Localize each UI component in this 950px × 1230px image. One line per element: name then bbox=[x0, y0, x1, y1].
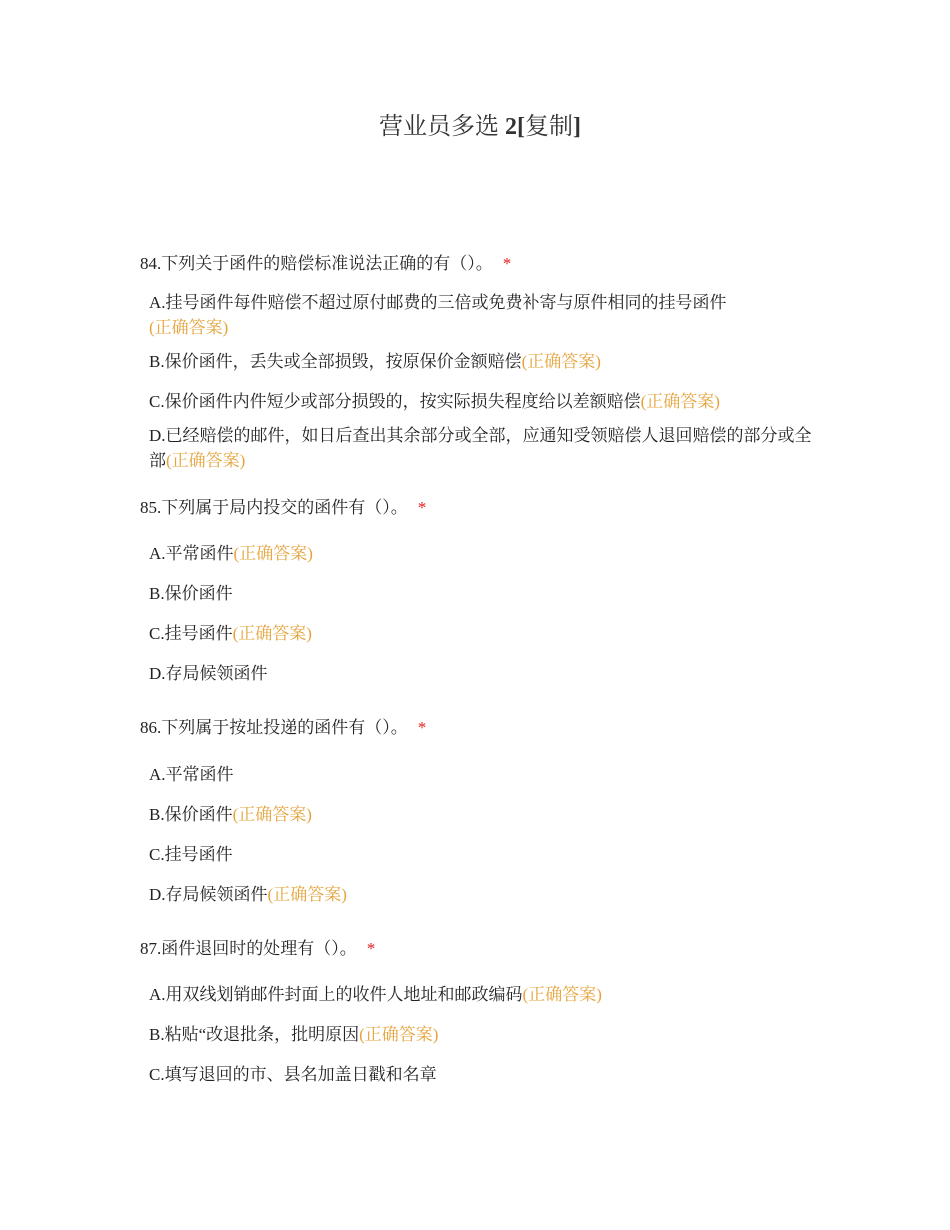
correct-answer-label: (正确答案) bbox=[149, 318, 229, 337]
required-mark: * bbox=[417, 498, 427, 517]
option-item: B.保价函件 bbox=[149, 584, 233, 603]
question-title: 85.下列属于局内投交的函件有（）。 * bbox=[140, 498, 427, 517]
question-87 bbox=[140, 937, 820, 961]
correct-answer-label: (正确答案) bbox=[267, 885, 347, 904]
option-item: B.保价函件(正确答案) bbox=[149, 805, 312, 824]
correct-answer-label: (正确答案) bbox=[232, 624, 312, 643]
required-mark: * bbox=[502, 254, 512, 273]
option-item: C.保价函件内件短少或部分损毁的，按实际损失程度给以差额赔偿(正确答案) bbox=[149, 392, 720, 411]
option-item: C.挂号函件 bbox=[149, 845, 233, 864]
option-item: A.平常函件(正确答案) bbox=[149, 544, 313, 563]
correct-answer-label: (正确答案) bbox=[521, 352, 601, 371]
option-item: B.粘贴“改退批条，批明原因(正确答案) bbox=[149, 1025, 439, 1044]
question-title: 87.函件退回时的处理有（）。 * bbox=[140, 939, 376, 958]
option-item: A.挂号函件每件赔偿不超过原付邮费的三倍或免费补寄与原件相同的挂号函件 (正确答案) bbox=[149, 293, 727, 337]
question-title: 86.下列属于按址投递的函件有（）。 * bbox=[140, 718, 427, 737]
page-title: 营业员多选 2[复制] bbox=[379, 114, 581, 140]
question-86 bbox=[140, 716, 820, 740]
option-item: A.用双线划销邮件封面上的收件人地址和邮政编码(正确答案) bbox=[149, 985, 602, 1004]
option-item: D.已经赔偿的邮件，如日后查出其余部分或全部，应通知受领赔偿人退回赔偿的部分或全部(正确答案) bbox=[149, 426, 812, 470]
option-item: D.存局候领函件 bbox=[149, 664, 268, 683]
option-item: D.存局候领函件(正确答案) bbox=[149, 885, 347, 904]
correct-answer-label: (正确答案) bbox=[522, 985, 602, 1004]
required-mark: * bbox=[417, 718, 427, 737]
correct-answer-label: (正确答案) bbox=[640, 392, 720, 411]
question-title: 84.下列关于函件的赔偿标准说法正确的有（）。 * bbox=[140, 254, 512, 273]
correct-answer-label: (正确答案) bbox=[359, 1025, 439, 1044]
option-item: A.平常函件 bbox=[149, 765, 234, 784]
required-mark: * bbox=[366, 939, 376, 958]
option-item: B.保价函件，丢失或全部损毁，按原保价金额赔偿(正确答案) bbox=[149, 352, 601, 371]
correct-answer-label: (正确答案) bbox=[166, 451, 246, 470]
option-item: C.填写退回的市、县名加盖日戳和名章 bbox=[149, 1065, 437, 1084]
question-84 bbox=[140, 252, 820, 276]
option-item: C.挂号函件(正确答案) bbox=[149, 624, 312, 643]
correct-answer-label: (正确答案) bbox=[232, 805, 312, 824]
correct-answer-label: (正确答案) bbox=[233, 544, 313, 563]
question-85 bbox=[140, 496, 820, 520]
